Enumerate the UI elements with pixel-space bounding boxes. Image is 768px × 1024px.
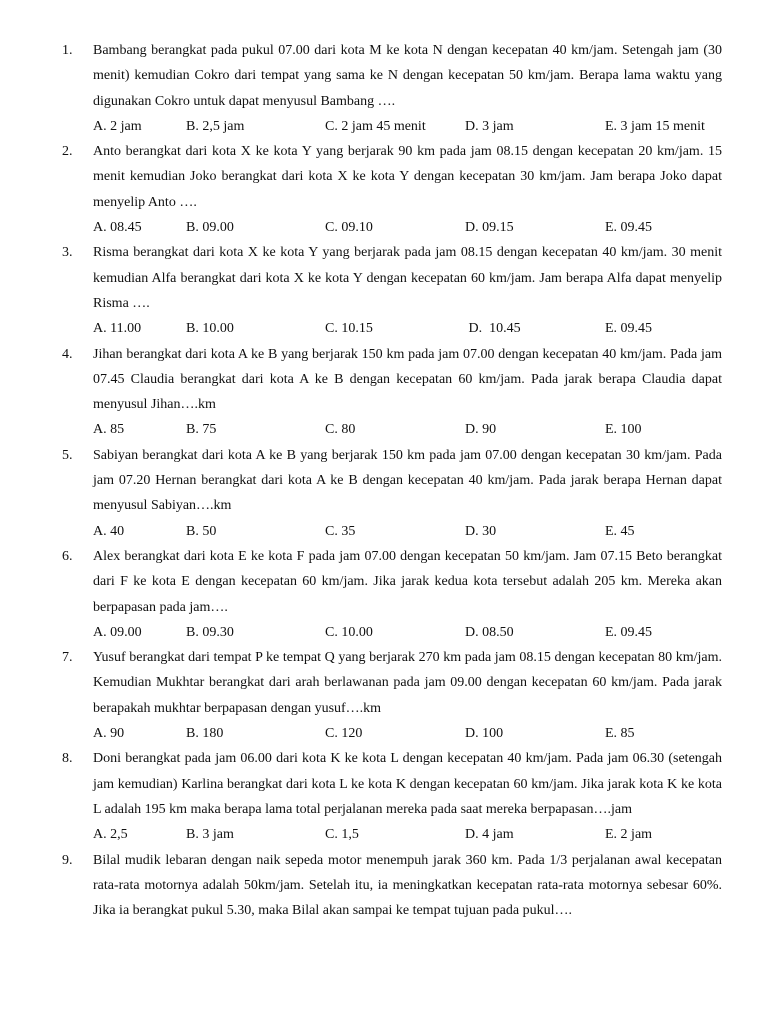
option-a: A. 90	[93, 726, 125, 742]
option-a: A. 08.45	[93, 220, 142, 236]
option-e: E. 09.45	[605, 220, 653, 236]
option-c: C. 10.15	[325, 321, 373, 337]
answer-options	[0, 620, 768, 645]
option-c: C. 10.00	[325, 624, 373, 640]
question-text: Bambang berangkat pada pukul 07.00 dari kota M ke kota N dengan kecepatan 40 km/jam. Setengah jam (30 menit) kemudian Cokro dari tempat yang sama ke N dengan kecepatan 50 km/jam. Berapa lama waktu yang digunakan Cokro untuk dapat menyusul Bambang ….	[93, 43, 722, 109]
option-b: B. 10.00	[186, 321, 234, 337]
option-d: D. 10.45	[465, 321, 521, 337]
option-e: E. 09.45	[605, 321, 653, 337]
option-c: C. 2 jam 45 menit	[325, 118, 426, 134]
option-b: B. 50	[186, 523, 217, 539]
option-d: D. 4 jam	[465, 827, 514, 843]
answer-options	[0, 114, 768, 139]
question-text: Yusuf berangkat dari tempat P ke tempat Q yang berjarak 270 km pada jam 08.15 dengan kecepatan 80 km/jam. Kemudian Mukhtar berangkat dari arah berlawanan pada jam 09.00 dengan kecepatan 60 km/jam. Pada jarak berapakah mukhtar berpapasan dengan yusuf….km	[93, 650, 722, 716]
question-4	[0, 342, 768, 443]
option-d: D. 90	[465, 422, 497, 438]
question-number: 7.	[62, 650, 73, 666]
option-d: D. 3 jam	[465, 118, 514, 134]
question-text: Sabiyan berangkat dari kota A ke B yang berjarak 150 km pada jam 07.00 dengan kecepatan 30 km/jam. Pada jam 07.20 Hernan berangkat dari kota A ke B dengan kecepatan 40 km/jam. Pada jarak berapa Hernan dapat menyusul Sabiyan….km	[93, 447, 722, 514]
question-text: Bilal mudik lebaran dengan naik sepeda motor menempuh jarak 360 km. Pada 1/3 perjalanan awal kecepatan rata-rata motornya adalah 50km/jam. Setelah itu, ia meningkatkan kecepatan rata-rata motornya sebesar 60%. Jika ia berangkat pukul 5.30, maka Bilal akan sampai ke tempat tujuan pada pukul….	[93, 852, 722, 919]
question-7	[0, 645, 768, 746]
option-b: B. 2,5 jam	[186, 118, 245, 134]
option-d: D. 100	[465, 726, 504, 742]
answer-options	[0, 721, 768, 746]
option-b: B. 180	[186, 726, 224, 742]
question-number: 5.	[62, 447, 73, 463]
option-b: B. 3 jam	[186, 827, 234, 843]
option-c: C. 35	[325, 523, 356, 539]
option-a: A. 09.00	[93, 624, 142, 640]
question-5	[0, 443, 768, 544]
question-number: 4.	[62, 346, 73, 362]
question-3	[0, 240, 768, 341]
question-text: Doni berangkat pada jam 06.00 dari kota K ke kota L dengan kecepatan 40 km/jam. Pada jam 06.30 (setengah jam kemudian) Karlina berangkat dari kota L ke kota K dengan kecepatan 60 km/jam. Jika jarak kota K ke kota L adalah 195 km maka berapa lama total perjalanan mereka pada saat mereka berpapasan….jam	[93, 751, 722, 817]
question-text: Risma berangkat dari kota X ke kota Y yang berjarak pada jam 08.15 dengan kecepatan 40 km/jam. 30 menit kemudian Alfa berangkat dari kota X ke kota Y dengan kecepatan 60 km/jam. Jam berapa Alfa dapat menyelip Risma ….	[93, 245, 722, 311]
option-b: B. 09.00	[186, 220, 234, 236]
option-c: C. 80	[325, 422, 356, 438]
option-a: A. 11.00	[93, 321, 142, 337]
question-number: 6.	[62, 548, 73, 564]
question-1	[0, 38, 768, 139]
answer-options	[0, 417, 768, 442]
question-number: 2.	[62, 144, 73, 160]
option-e: E. 09.45	[605, 624, 653, 640]
option-c: C. 120	[325, 726, 363, 742]
option-b: B. 09.30	[186, 624, 234, 640]
question-9	[0, 848, 768, 924]
question-number: 9.	[62, 852, 73, 868]
option-a: A. 40	[93, 523, 125, 539]
question-text: Jihan berangkat dari kota A ke B yang berjarak 150 km pada jam 07.00 dengan kecepatan 40 km/jam. Pada jam 07.45 Claudia berangkat dari kota A ke B dengan kecepatan 60 km/jam. Pada jarak berapa Claudia dapat menyusul Jihan….km	[93, 346, 722, 413]
option-a: A. 85	[93, 422, 125, 438]
answer-options	[0, 822, 768, 847]
option-d: D. 30	[465, 523, 497, 539]
option-e: E. 85	[605, 726, 635, 742]
question-6	[0, 544, 768, 645]
option-e: E. 2 jam	[605, 827, 653, 843]
worksheet-page	[0, 38, 768, 923]
question-number: 8.	[62, 751, 73, 767]
question-2	[0, 139, 768, 240]
question-number: 3.	[62, 245, 73, 261]
option-a: A. 2,5	[93, 827, 128, 843]
question-text: Alex berangkat dari kota E ke kota F pada jam 07.00 dengan kecepatan 50 km/jam. Jam 07.15 Beto berangkat dari F ke kota E dengan kecepatan 60 km/jam. Jika jarak kedua kota tersebut adalah 205 km. Mereka akan berpapasan pada jam….	[93, 548, 722, 615]
answer-options	[0, 215, 768, 240]
option-d: D. 08.50	[465, 624, 514, 640]
answer-options	[0, 519, 768, 544]
option-c: C. 1,5	[325, 827, 359, 843]
option-d: D. 09.15	[465, 220, 514, 236]
question-8	[0, 746, 768, 847]
option-e: E. 3 jam 15 menit	[605, 118, 705, 134]
option-b: B. 75	[186, 422, 217, 438]
option-c: C. 09.10	[325, 220, 373, 236]
question-text: Anto berangkat dari kota X ke kota Y yang berjarak 90 km pada jam 08.15 dengan kecepatan 20 km/jam. 15 menit kemudian Joko berangkat dari kota X ke kota Y dengan kecepatan 30 km/jam. Jam berapa Joko dapat menyelip Anto ….	[93, 144, 722, 210]
option-a: A. 2 jam	[93, 118, 142, 134]
option-e: E. 100	[605, 422, 642, 438]
option-e: E. 45	[605, 523, 635, 539]
question-number: 1.	[62, 43, 73, 58]
answer-options	[0, 316, 768, 341]
